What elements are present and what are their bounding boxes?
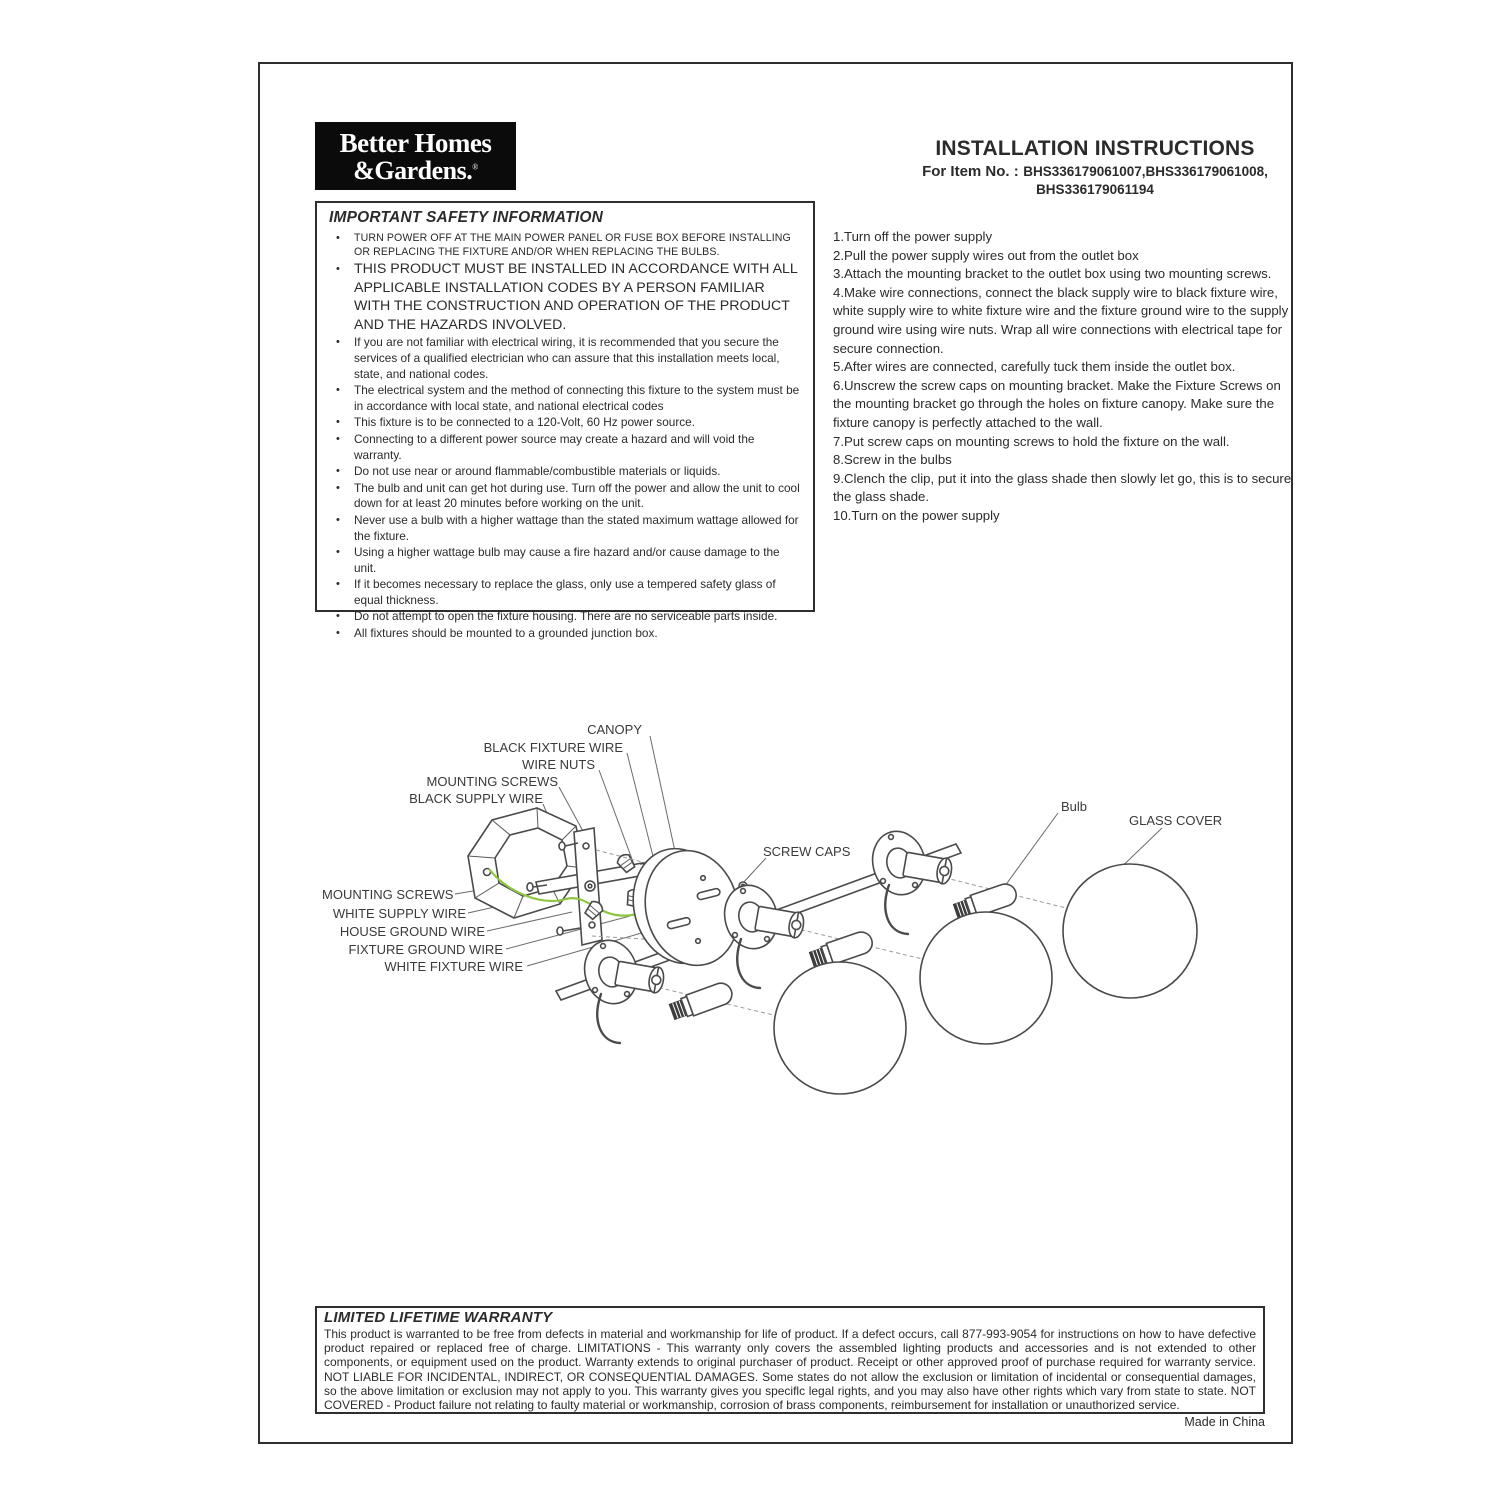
item-number-line: [895, 163, 1295, 181]
safety-bullet: • Do not attempt to open the fixture housing. There are no serviceable parts inside.: [327, 609, 803, 625]
made-in-label: Made in China: [1184, 1415, 1265, 1429]
fixture-ground-wire-label: FIXTURE GROUND WIRE: [348, 942, 503, 957]
safety-bullet: • Connecting to a different power source may create a hazard and will void the warranty.: [327, 432, 803, 463]
white-supply-wire-label: WHITE SUPPLY WIRE: [332, 906, 466, 921]
step: 1.Turn off the power supply: [833, 229, 993, 244]
warranty-box: [315, 1306, 1265, 1414]
warranty-heading: LIMITED LIFETIME WARRANTY: [324, 1309, 553, 1326]
lamp-holder: [578, 935, 665, 1043]
item-number-label: For Item No. :: [922, 163, 1019, 180]
safety-bullet: • If you are not familiar with electrical wiring, it is recommended that you secure the services of a qualified electrician who can assure that this installation meets local, state, and national codes.: [327, 335, 803, 382]
safety-bullet: • Do not use near or around flammable/combustible materials or liquids.: [327, 464, 803, 480]
registered-mark: ®: [472, 162, 478, 172]
item-numbers-1: BHS336179061007,BHS336179061008,: [1023, 164, 1268, 179]
step: 9.Clench the clip, put it into the glass shade then slowly let go, this is to secure the glass shade.: [833, 470, 1292, 505]
mounting-screws-top-label: MOUNTING SCREWS: [426, 774, 558, 789]
safety-bullet: • The electrical system and the method of connecting this fixture to the system must be in accordance with local state, and national electrical codes: [327, 383, 803, 414]
outlet-box: [468, 808, 584, 918]
item-numbers-2: BHS336179061194: [1036, 182, 1154, 197]
lamp-holder: [866, 826, 953, 934]
house-ground-wire-label: HOUSE GROUND WIRE: [339, 924, 485, 939]
safety-bullet: • If it becomes necessary to replace the glass, only use a tempered safety glass of equal thickness.: [327, 577, 803, 608]
safety-bullet: • Never use a bulb with a higher wattage than the stated maximum wattage allowed for the fixture.: [327, 513, 803, 544]
step: 6.Unscrew the screw caps on mounting bracket. Make the Fixture Screws on the mounting bracket go through the holes on fixture canopy. Make sure the fixture canopy is perfectly attached to the wall.: [833, 377, 1281, 430]
safety-bullet: • All fixtures should be mounted to a grounded junction box.: [327, 626, 803, 642]
mounting-screws-left-label: MOUNTING SCREWS: [322, 887, 454, 902]
glass-globe: [920, 912, 1052, 1044]
warranty-body: This product is warranted to be free from defects in material and workmanship for life of product. If a defect occurs, call 877-993-9054 for instructions on how to have defective product repaired or replaced free of charge. LIMITATIONS - This warranty only covers the assembled lighting products and accessories and is not extended to other components, or equipment used on the product. Warranty extends to original purchaser of product. Receipt or other approved proof of purchase required for warranty service. NOT LIABLE FOR INCIDENTAL, INDIRECT, OR CONSEQUENTIAL DAMAGES. Some states do not allow the exclusion or limitation of incidental or consequential damages, so the above limitation or exclusion may not apply to you. This warranty gives you speciflc legal rights, and you may also have other rights which vary from state to state. NOT COVERED - Product failure not relating to faulty material or workmanship, corrosion of brass components, reimbursement for installation or unauthorized service.: [324, 1327, 1256, 1413]
safety-bullet: • THIS PRODUCT MUST BE INSTALLED IN ACCORDANCE WITH ALL APPLICABLE INSTALLATION CODES BY A PERSON FAMILIAR WITH THE CONSTRUCTION AND OPERATION OF THE PRODUCT AND THE HAZARDS INVOLVED.: [327, 260, 803, 334]
glass-globe: [774, 962, 906, 1094]
glass-cover-label: GLASS COVER: [1129, 813, 1223, 828]
bulb: [668, 980, 735, 1022]
step: 3.Attach the mounting bracket to the outlet box using two mounting screws.: [833, 266, 1272, 282]
page-title: INSTALLATION INSTRUCTIONS: [935, 137, 1255, 160]
bulb-label: Bulb: [1061, 799, 1088, 814]
safety-bullet: • The bulb and unit can get hot during use. Turn off the power and allow the unit to cool down for at least 20 minutes before working on the unit.: [327, 481, 803, 512]
safety-bullet: • Using a higher wattage bulb may cause a fire hazard and/or cause damage to the unit.: [327, 545, 803, 576]
step: 8.Screw in the bulbs: [833, 452, 952, 468]
better-homes-gardens-logo: [315, 122, 516, 190]
white-fixture-wire-label: WHITE FIXTURE WIRE: [384, 959, 523, 974]
safety-bullet: • This fixture is to be connected to a 120-Volt, 60 Hz power source.: [327, 415, 803, 431]
safety-bullet: • TURN POWER OFF AT THE MAIN POWER PANEL OR FUSE BOX BEFORE INSTALLING OR REPLACING THE FIXTURE AND/OR WHEN REPLACING THE BULBS.: [327, 231, 803, 259]
step: 4.Make wire connections, connect the black supply wire to black fixture wire, white supply wire to white fixture wire and the fixture ground wire to the supply ground wire using wire nuts. Wrap all wire connections with electrical tape for secure connection.: [833, 284, 1289, 356]
canopy-label: CANOPY: [587, 722, 642, 737]
wire-nuts-label: WIRE NUTS: [522, 757, 595, 772]
black-supply-wire-label: BLACK SUPPLY WIRE: [409, 791, 543, 806]
mounting-screw: [527, 883, 533, 891]
lamp-holder: [718, 880, 805, 988]
step: 10.Turn on the power supply: [833, 507, 1000, 523]
installation-steps: [833, 228, 1295, 526]
mounting-screw: [557, 927, 563, 935]
step: 5.After wires are connected, carefully tuck them inside the outlet box.: [833, 359, 1236, 375]
screw-caps-label: SCREW CAPS: [763, 844, 851, 859]
logo-line2: &Gardens.®: [353, 156, 478, 185]
glass-globe: [1063, 864, 1197, 998]
step: 2.Pull the power supply wires out from the outlet box: [833, 247, 1139, 263]
safety-heading: IMPORTANT SAFETY INFORMATION: [329, 209, 603, 226]
logo-line1: Better Homes: [339, 128, 492, 158]
safety-information-box: [315, 201, 815, 641]
mounting-screw: [559, 842, 565, 850]
step: 7.Put screw caps on mounting screws to hold the fixture on the wall.: [833, 433, 1230, 449]
black-fixture-wire-label: BLACK FIXTURE WIRE: [483, 740, 623, 755]
